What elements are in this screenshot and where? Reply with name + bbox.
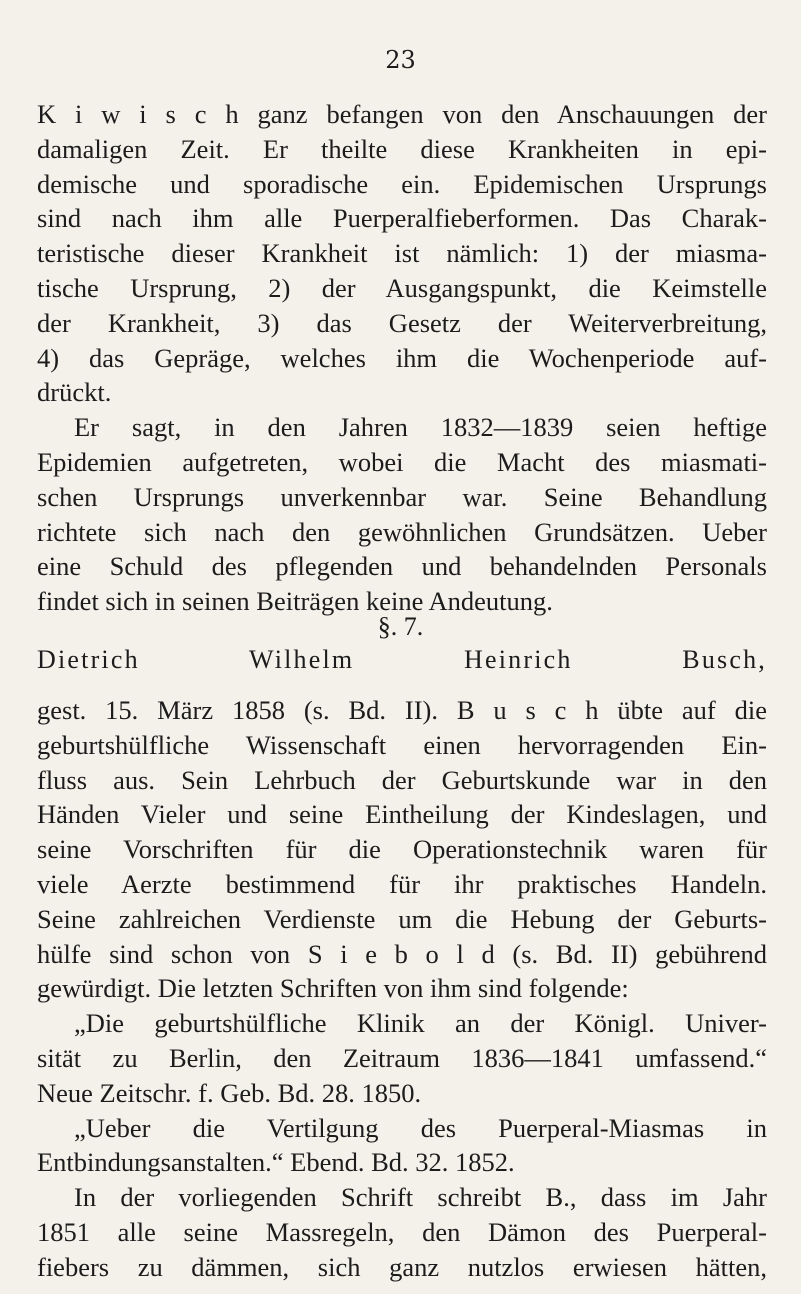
text-line: hülfe sind schon von S i e b o l d (s. Bd. II) gebührend	[37, 938, 767, 969]
text-line: seine Vorschriften für die Operationstechnik waren für	[37, 834, 767, 865]
text-line: schen Ursprungs unverkennbar war. Seine Behandlung	[37, 481, 767, 512]
text-line: gest. 15. März 1858 (s. Bd. II). B u s c h übte auf die	[37, 695, 767, 725]
text-line: geburtshülfliche Wissenschaft einen hervorragenden Ein-	[37, 729, 767, 760]
paragraph	[37, 97, 767, 410]
text-line: „Ueber die Vertilgung des Puerperal-Miasmas in	[74, 1112, 767, 1143]
text-line: sind nach ihm alle Puerperalfieberformen. Das Charak-	[37, 203, 767, 234]
text-line: eine Schuld des pflegenden und behandelnden Personals	[37, 551, 767, 582]
text-line: 1851 alle seine Massregeln, den Dämon des Puerperal-	[37, 1216, 767, 1247]
text-line: In der vorliegenden Schrift schreibt B., dass im Jahr	[74, 1182, 767, 1213]
text-line: fluss aus. Sein Lehrbuch der Geburtskunde war in den	[37, 764, 767, 795]
text-line: gewürdigt. Die letzten Schriften von ihm sind folgende:	[37, 973, 629, 1004]
paragraph	[37, 410, 767, 619]
section-heading: Dietrich Wilhelm Heinrich Busch,	[37, 645, 767, 674]
paragraph	[37, 693, 767, 1006]
text-line: 4) das Gepräge, welches ihm die Wochenperiode auf-	[37, 342, 767, 373]
text-line: richtete sich nach den gewöhnlichen Grundsätzen. Ueber	[37, 516, 767, 547]
text-line: Händen Vieler und seine Eintheilung der Kindeslagen, und	[37, 799, 767, 830]
paragraph	[37, 1180, 767, 1284]
text-line: damaligen Zeit. Er theilte diese Krankheiten in epi-	[37, 133, 767, 164]
citation	[37, 1111, 767, 1181]
citation	[37, 1006, 767, 1110]
text-line: viele Aerzte bestimmend für ihr praktisches Handeln.	[37, 868, 767, 899]
text-line: tische Ursprung, 2) der Ausgangspunkt, die Keimstelle	[37, 272, 767, 303]
text-line: Epidemien aufgetreten, wobei die Macht des miasmati-	[37, 446, 767, 477]
text-line: teristische dieser Krankheit ist nämlich: 1) der miasma-	[37, 238, 767, 269]
section-number: §. 7.	[377, 612, 424, 641]
text-line: Neue Zeitschr. f. Geb. Bd. 28. 1850.	[37, 1077, 422, 1108]
text-line: fiebers zu dämmen, sich ganz nutzlos erwiesen hätten,	[37, 1251, 767, 1282]
text-line: Er sagt, in den Jahren 1832—1839 seien heftige	[74, 412, 767, 443]
text-line: demische und sporadische ein. Epidemischen Ursprungs	[37, 168, 767, 199]
text-line: sität zu Berlin, den Zeitraum 1836—1841 umfassend.“	[37, 1042, 767, 1073]
text-line: „Die geburtshülfliche Klinik an der Königl. Univer-	[74, 1008, 767, 1039]
text-line: Entbindungsanstalten.“ Ebend. Bd. 32. 1852.	[37, 1147, 515, 1178]
text-line: Seine zahlreichen Verdienste um die Hebung der Geburts-	[37, 903, 767, 934]
text-line: findet sich in seinen Beiträgen keine Andeutung.	[37, 586, 553, 617]
text-line: der Krankheit, 3) das Gesetz der Weiterverbreitung,	[37, 307, 767, 338]
text-line: K i w i s c h ganz befangen von den Anschauungen der	[37, 99, 767, 129]
text-block-lower	[37, 693, 767, 1285]
text-line: drückt.	[37, 377, 112, 408]
text-block-upper	[37, 97, 767, 619]
page-number: 23	[385, 46, 416, 74]
